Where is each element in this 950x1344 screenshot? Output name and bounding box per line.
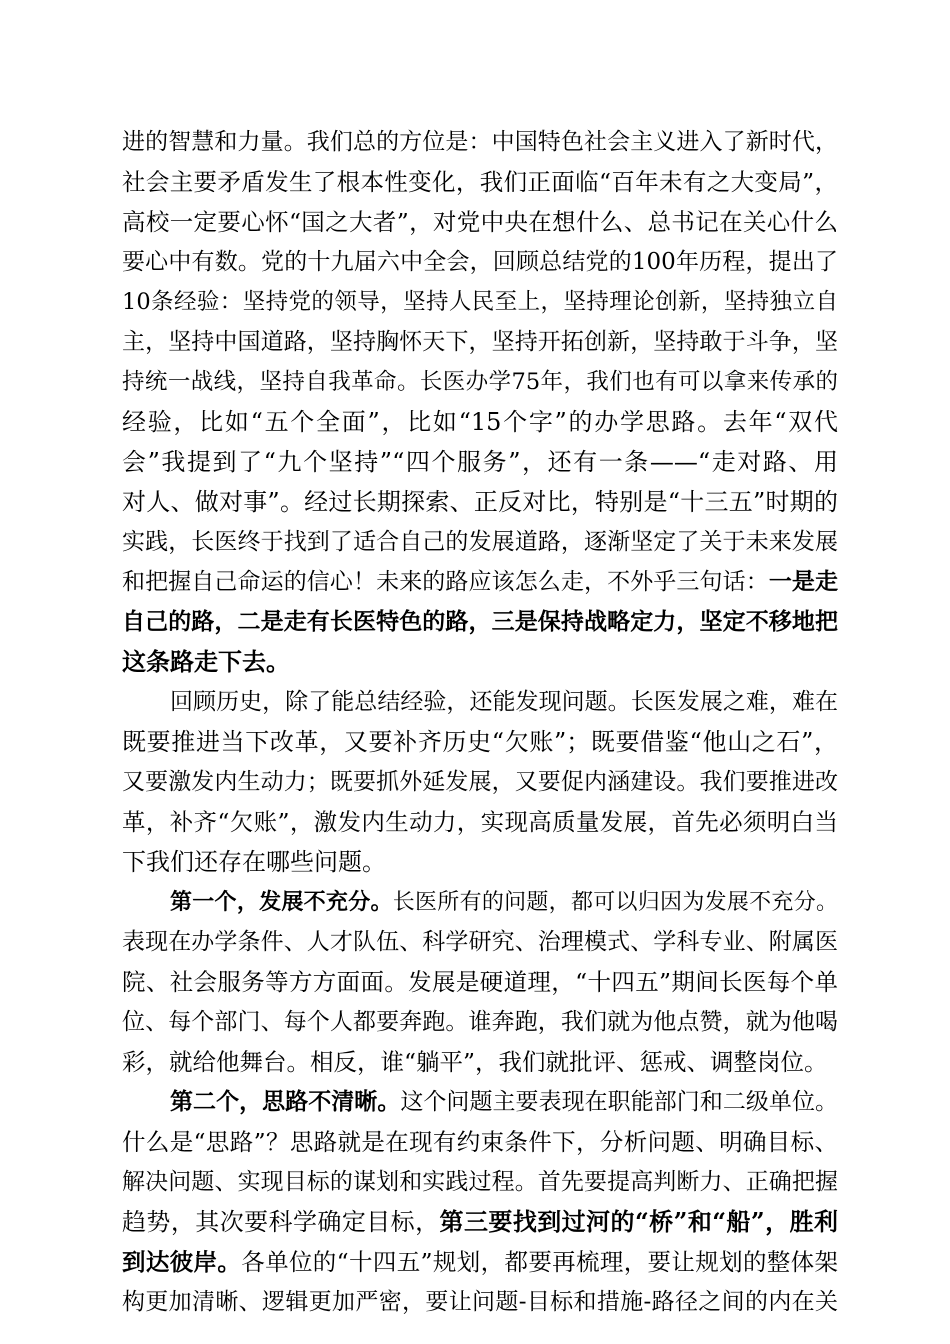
text-line: [122, 762, 838, 802]
text-segment: 主，坚持中国道路，坚持胸怀天下，坚持开拓创新，坚持敢于斗争，坚: [122, 329, 838, 355]
text-segment: 构更加清晰、逻辑更加严密，要让问题-目标和措施-路径之间的内在关: [122, 1289, 838, 1315]
text-segment: 解决问题、实现目标的谋划和实践过程。首先要提高判断力、正确把握: [122, 1169, 838, 1195]
text-line: [122, 1242, 838, 1282]
text-line: [122, 842, 838, 882]
bold-text-segment: 一是走: [768, 568, 839, 595]
text-line: [122, 1002, 838, 1042]
text-segment: 10条经验：坚持党的领导，坚持人民至上，坚持理论创新，坚持独立自: [122, 289, 838, 315]
text-line: [122, 682, 838, 722]
text-line: [122, 522, 838, 562]
text-line: [122, 402, 838, 442]
text-line: [122, 362, 838, 402]
text-segment: 经验，比如“五个全面”，比如“15个字”的办学思路。去年“双代: [122, 408, 838, 436]
body-text: [122, 122, 838, 1322]
text-line: [122, 122, 838, 162]
text-line: [122, 282, 838, 322]
text-line: [122, 722, 838, 762]
text-segment: 位、每个部门、每个人都要奔跑。谁奔跑，我们就为他点赞，就为他喝: [122, 1009, 838, 1035]
bold-text-segment: 第二个，思路不清晰。: [170, 1088, 401, 1115]
text-segment: 会”我提到了“九个坚持”“四个服务”，还有一条——“走对路、用: [122, 448, 838, 476]
text-segment: 各单位的“十四五”规划，都要再梳理，要让规划的整体架: [241, 1248, 839, 1276]
text-line: [122, 962, 838, 1002]
text-segment: 长医所有的问题，都可以归因为发展不充分。: [392, 890, 838, 915]
bold-text-segment: 第一个，发展不充分。: [170, 889, 393, 915]
bold-text-segment: 自己的路，二是走有长医特色的路，三是保持战略定力，坚定不移地把: [122, 608, 838, 635]
text-segment: 又要激发内生动力；既要抓外延发展，又要促内涵建设。我们要推进改: [122, 769, 838, 795]
text-segment: 对人、做对事”。经过长期探索、正反对比，特别是“十三五”时期的: [122, 488, 838, 516]
text-line: [122, 482, 838, 522]
text-line: [122, 202, 838, 242]
text-line: [122, 562, 838, 602]
text-line: [122, 1122, 838, 1162]
text-segment: 表现在办学条件、人才队伍、科学研究、治理模式、学科专业、附属医: [122, 929, 838, 955]
text-line: [122, 802, 838, 842]
text-segment: 和把握自己命运的信心！未来的路应该怎么走，不外乎三句话：: [122, 569, 769, 595]
text-segment: 进的智慧和力量。我们总的方位是：中国特色社会主义进入了新时代，: [122, 129, 838, 155]
text-segment: 趋势，其次要科学确定目标，: [122, 1208, 440, 1236]
text-line: [122, 1082, 838, 1122]
text-line: [122, 242, 838, 282]
text-segment: 社会主要矛盾发生了根本性变化，我们正面临“百年未有之大变局”，: [122, 168, 838, 196]
text-line: [122, 1202, 838, 1242]
text-line: [122, 1162, 838, 1202]
text-line: [122, 922, 838, 962]
text-segment: 下我们还存在哪些问题。: [122, 848, 386, 876]
text-segment: 什么是“思路”？思路就是在现有约束条件下，分析问题、明确目标、: [122, 1128, 838, 1156]
text-segment: 要心中有数。党的十九届六中全会，回顾总结党的100年历程，提出了: [122, 249, 838, 275]
text-line: [122, 642, 838, 682]
text-line: [122, 1282, 838, 1322]
text-segment: 革，补齐“欠账”，激发内生动力，实现高质量发展，首先必须明白当: [122, 808, 838, 836]
text-segment: 院、社会服务等方方面面。发展是硬道理，“十四五”期间长医每个单: [122, 968, 838, 996]
text-segment: 这个问题主要表现在职能部门和二级单位。: [400, 1089, 839, 1115]
text-segment: 持统一战线，坚持自我革命。长医办学75年，我们也有可以拿来传承的: [122, 369, 838, 395]
text-line: [122, 442, 838, 482]
text-segment: 彩，就给他舞台。相反，谁“躺平”，我们就批评、惩戒、调整岗位。: [122, 1048, 828, 1076]
bold-text-segment: 到达彼岸。: [122, 1248, 242, 1276]
text-line: [122, 162, 838, 202]
bold-text-segment: 第三要找到过河的“桥”和“船”，胜利: [439, 1207, 839, 1236]
text-line: [122, 1042, 838, 1082]
text-line: [122, 602, 838, 642]
text-segment: 高校一定要心怀“国之大者”，对党中央在想什么、总书记在关心什么: [122, 208, 838, 236]
text-segment: 回顾历史，除了能总结经验，还能发现问题。长医发展之难，难在: [170, 689, 838, 715]
bold-text-segment: 这条路走下去。: [122, 647, 290, 676]
text-line: [122, 882, 838, 922]
text-line: [122, 322, 838, 362]
text-segment: 既要推进当下改革，又要补齐历史“欠账”；既要借鉴“他山之石”，: [122, 728, 838, 756]
text-segment: 实践，长医终于找到了适合自己的发展道路，逐渐坚定了关于未来发展: [122, 529, 838, 555]
